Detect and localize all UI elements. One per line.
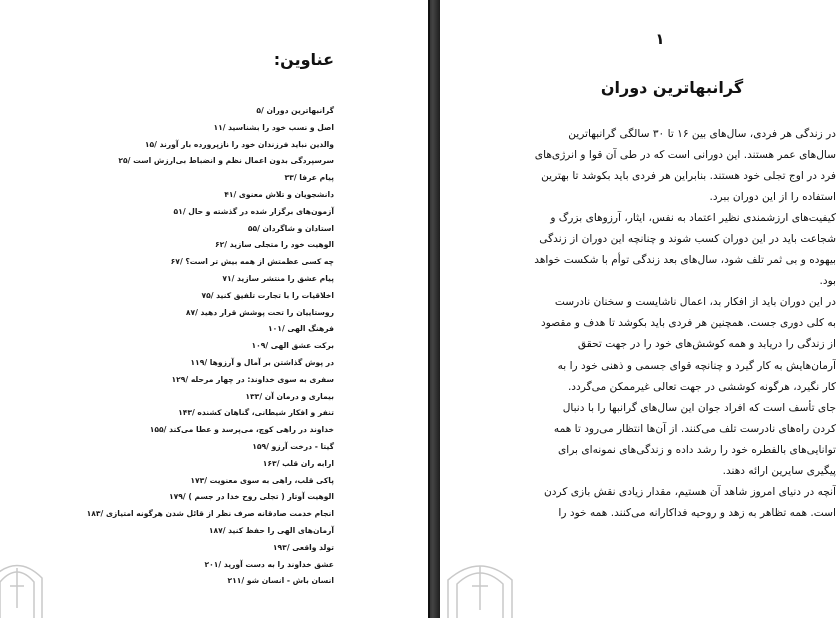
toc-list (34, 103, 334, 590)
toc-item: ارابه ران قلب /۱۶۳ (262, 458, 334, 468)
toc-item: الوهیت خود را متجلی سازید /۶۲ (215, 240, 334, 250)
body-line: شجاعت باید در این دوران کسب شوند و چنانچه این دوران از زندگی (539, 233, 836, 246)
toc-item: گیتا - درخت آرزو /۱۵۹ (252, 441, 334, 451)
toc-item: اخلاقیات را با تجارت تلفیق کنید /۷۵ (201, 290, 334, 300)
body-line: کردن راه‌های نادرست تلف می‌کنند. از آن‌ها انتظار می‌رود تا همه (553, 422, 836, 435)
library-seal-icon (440, 548, 520, 618)
toc-item: سفری به سوی خداوند: در چهار مرحله /۱۲۹ (171, 374, 334, 384)
body-line: استفاده را از این دوران ببرد. (709, 191, 836, 204)
toc-item: الوهیت آوتار ( تجلی روح خدا در جسم ) /۱۷۹ (169, 492, 334, 502)
body-line: توانایی‌های بالفطره خود را رشد داده و زندگی‌های نمونه‌ای برای (557, 443, 836, 456)
toc-item: پیام عشق را منتشر سازید /۷۱ (222, 273, 334, 283)
toc-item: در پوش گذاشتن بر آمال و آرزوها /۱۱۹ (190, 357, 334, 367)
toc-item: انسان باش - انسان شو /۲۱۱ (227, 576, 334, 586)
body-line: آنچه در دنیای امروز شاهد آن هستیم، مقدار زیادی نقش بازی کردن (544, 485, 836, 498)
toc-item: پاکی قلب، راهی به سوی معنویت /۱۷۳ (190, 475, 334, 485)
toc-item: انجام خدمت صادقانه صرف نظر از قائل شدن هرگونه امتیازی /۱۸۳ (86, 509, 334, 519)
body-line: جای تأسف است که افراد جوان این سال‌های گرانبها را با دنبال (562, 401, 836, 414)
body-line: است. همه تظاهر به زهد و روحیه فداکارانه می‌کنند. همه خود را (558, 506, 836, 519)
body-line: از زندگی را دریابد و همه کوشش‌های خود را در جهت تحقق (577, 338, 836, 351)
body-line: سال‌های عمر هستند. این دورانی است که در طی آن قوا و انرژی‌های (534, 149, 836, 162)
toc-item: پیام عرفا /۳۳ (284, 173, 334, 183)
toc-item: تولد واقعی /۱۹۳ (272, 542, 334, 552)
toc-item: اصل و نسب خود را بشناسید /۱۱ (213, 122, 334, 132)
chapter-title: گرانبهاترین دوران (600, 78, 744, 97)
toc-item: آرمان‌های الهی را حفظ کنید /۱۸۷ (208, 525, 334, 535)
body-line: پیگیری سایرین ارائه دهند. (722, 464, 836, 477)
toc-item: روستاییان را تحت پوشش قرار دهید /۸۷ (185, 307, 334, 317)
toc-item: سرسپردگی بدون اعمال نظم و انضباط بی‌ارزش است /۲۵ (118, 156, 334, 166)
toc-item: آزمون‌های برگزار شده در گذشته و حال /۵۱ (173, 206, 334, 216)
toc-item: برکت عشق الهی /۱۰۹ (251, 341, 334, 351)
body-line: فرد در اوج تجلی خود هستند. بنابراین هر فردی باید بکوشد تا بهترین (541, 170, 836, 183)
body-line: در این دوران باید از افکار بد، اعمال ناشایست و سخنان نادرست (554, 296, 836, 309)
toc-item: چه کسی عظمتش از همه بیش تر است؟ /۶۷ (170, 257, 334, 267)
body-line: کیفیت‌های ارزشمندی نظیر اعتماد به نفس، ایثار، آرزوهای بزرگ و (550, 212, 836, 225)
right-page (440, 0, 836, 618)
toc-item: تنفر و افکار شیطانی، گناهان کشنده /۱۴۳ (178, 408, 334, 418)
toc-item: عشق خداوند را به دست آورید /۲۰۱ (204, 559, 334, 569)
toc-item: بیماری و درمان آن /۱۳۳ (245, 391, 334, 401)
toc-item: گرانبهاترین دوران /۵ (256, 106, 334, 115)
toc-item: استادان و شاگردان /۵۵ (247, 223, 334, 233)
chapter-body (416, 124, 836, 524)
toc-item: والدین نباید فرزندان خود را نازپرورده بار آورند /۱۵ (144, 139, 334, 149)
body-line: آرمان‌هایش به کار گیرد و چنانچه قوای جسمی و ذهنی خود را به (557, 359, 836, 372)
body-line: بود. (819, 275, 836, 288)
chapter-number: ۱ (655, 30, 665, 48)
toc-item: خداوند در راهی کوچ، می‌پرسد و عطا می‌کند /۱۵۵ (149, 425, 334, 435)
toc-item: دانشجویان و تلاش معنوی /۴۱ (224, 189, 334, 199)
body-line: کار نگیرد، هرگونه کوششی در جهت تعالی غیرممکن می‌گردد. (567, 380, 836, 393)
library-seal-icon (0, 548, 52, 618)
toc-heading: عناوین: (273, 50, 334, 69)
body-line: بیهوده و بی ثمر تلف شود، سال‌های بعد زندگی توأم با شکست خواهد (534, 254, 836, 267)
body-line: به کلی دوری جست. همچنین هر فردی باید بکوشد تا هدف و مقصود (540, 317, 836, 330)
toc-item: فرهنگ الهی /۱۰۱ (268, 324, 334, 334)
body-line: در زندگی هر فردی، سال‌های بین ۱۶ تا ۳۰ سالگی گرانبهاترین (568, 128, 836, 140)
